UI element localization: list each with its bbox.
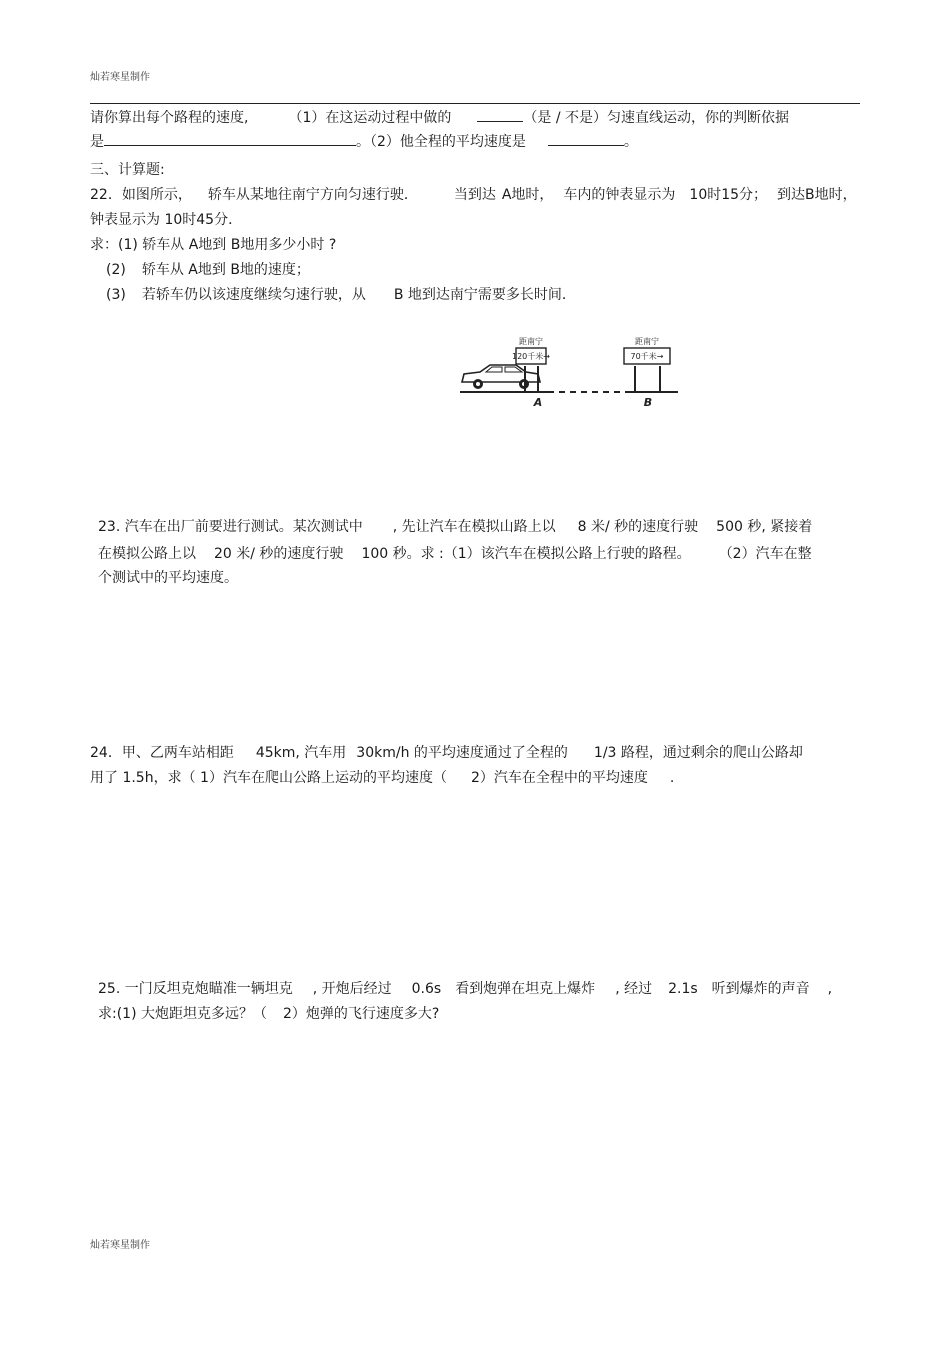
page-footer: 灿若寒星制作	[90, 1240, 150, 1251]
sign-b-title: 距南宁	[635, 337, 659, 346]
sign-a	[512, 336, 550, 392]
q24-line2: 用了 1.5h，求（ 1）汽车在爬山公路上运动的平均速度（ 2）汽车在全程中的平均速度 .	[90, 770, 675, 786]
q22-line1: 22．如图所示， 轿车从某地往南宁方向匀速行驶． 当到达 A地时， 车内的钟表显示为 10时15分； 到达B地时，	[90, 187, 857, 203]
q25-line1: 25. 一门反坦克炮瞄准一辆坦克 , 开炮后经过 0.6s 看到炮弹在坦克上爆炸 , 经过 2.1s 听到爆炸的声音 ,	[98, 981, 833, 997]
q22-line2: 钟表显示为 10时45分．	[90, 212, 243, 228]
answer-blank-uniform[interactable]	[477, 107, 523, 122]
label-b: B	[643, 396, 653, 409]
sign-b	[624, 336, 670, 392]
answer-blank-avg-speed[interactable]	[548, 131, 624, 146]
sign-b-distance: 70千米→	[630, 352, 664, 361]
q22-sub2: (2) 轿车从 A地到 B地的速度；	[106, 262, 310, 278]
section-title: 三、计算题:	[90, 162, 165, 178]
q22-sub3: (3) 若轿车仍以该速度继续匀速行驶，从 B 地到达南宁需要多长时间．	[106, 287, 576, 303]
q23-line2: 在模拟公路上以 20 米/ 秒的速度行驶 100 秒。求 :（1）该汽车在模拟公路上行驶的路程。 （2）汽车在整	[98, 546, 812, 562]
q21-line2: 是 。（2）他全程的平均速度是 。	[90, 131, 638, 152]
answer-blank-reason[interactable]	[104, 131, 356, 146]
car-icon	[462, 365, 540, 389]
sign-a-title: 距南宁	[519, 337, 543, 346]
q22-figure	[458, 330, 682, 410]
q21-line1: 请你算出每个路程的速度, （1）在这运动过程中做的 （是 / 不是）匀速直线运动，你的判断依据	[90, 107, 789, 128]
label-a: A	[533, 396, 543, 409]
header-rule	[90, 103, 860, 104]
q23-line1: 23. 汽车在出厂前要进行测试。某次测试中 , 先让汽车在模拟山路上以 8 米/ 秒的速度行驶 500 秒, 紧接着	[98, 519, 813, 535]
sign-a-distance: 120千米→	[512, 352, 550, 361]
page-header: 灿若寒星制作	[90, 72, 150, 83]
q23-line3: 个测试中的平均速度。	[98, 570, 238, 586]
q25-line2: 求:(1) 大炮距坦克多远？（ 2）炮弹的飞行速度多大?	[98, 1006, 440, 1022]
q24-line1: 24．甲、乙两车站相距 45km, 汽车用 30km/h 的平均速度通过了全程的 1/3 路程，通过剩余的爬山公路却	[90, 745, 803, 761]
q22-ask: 求：(1) 轿车从 A地到 B地用多少小时 ?	[90, 237, 337, 253]
